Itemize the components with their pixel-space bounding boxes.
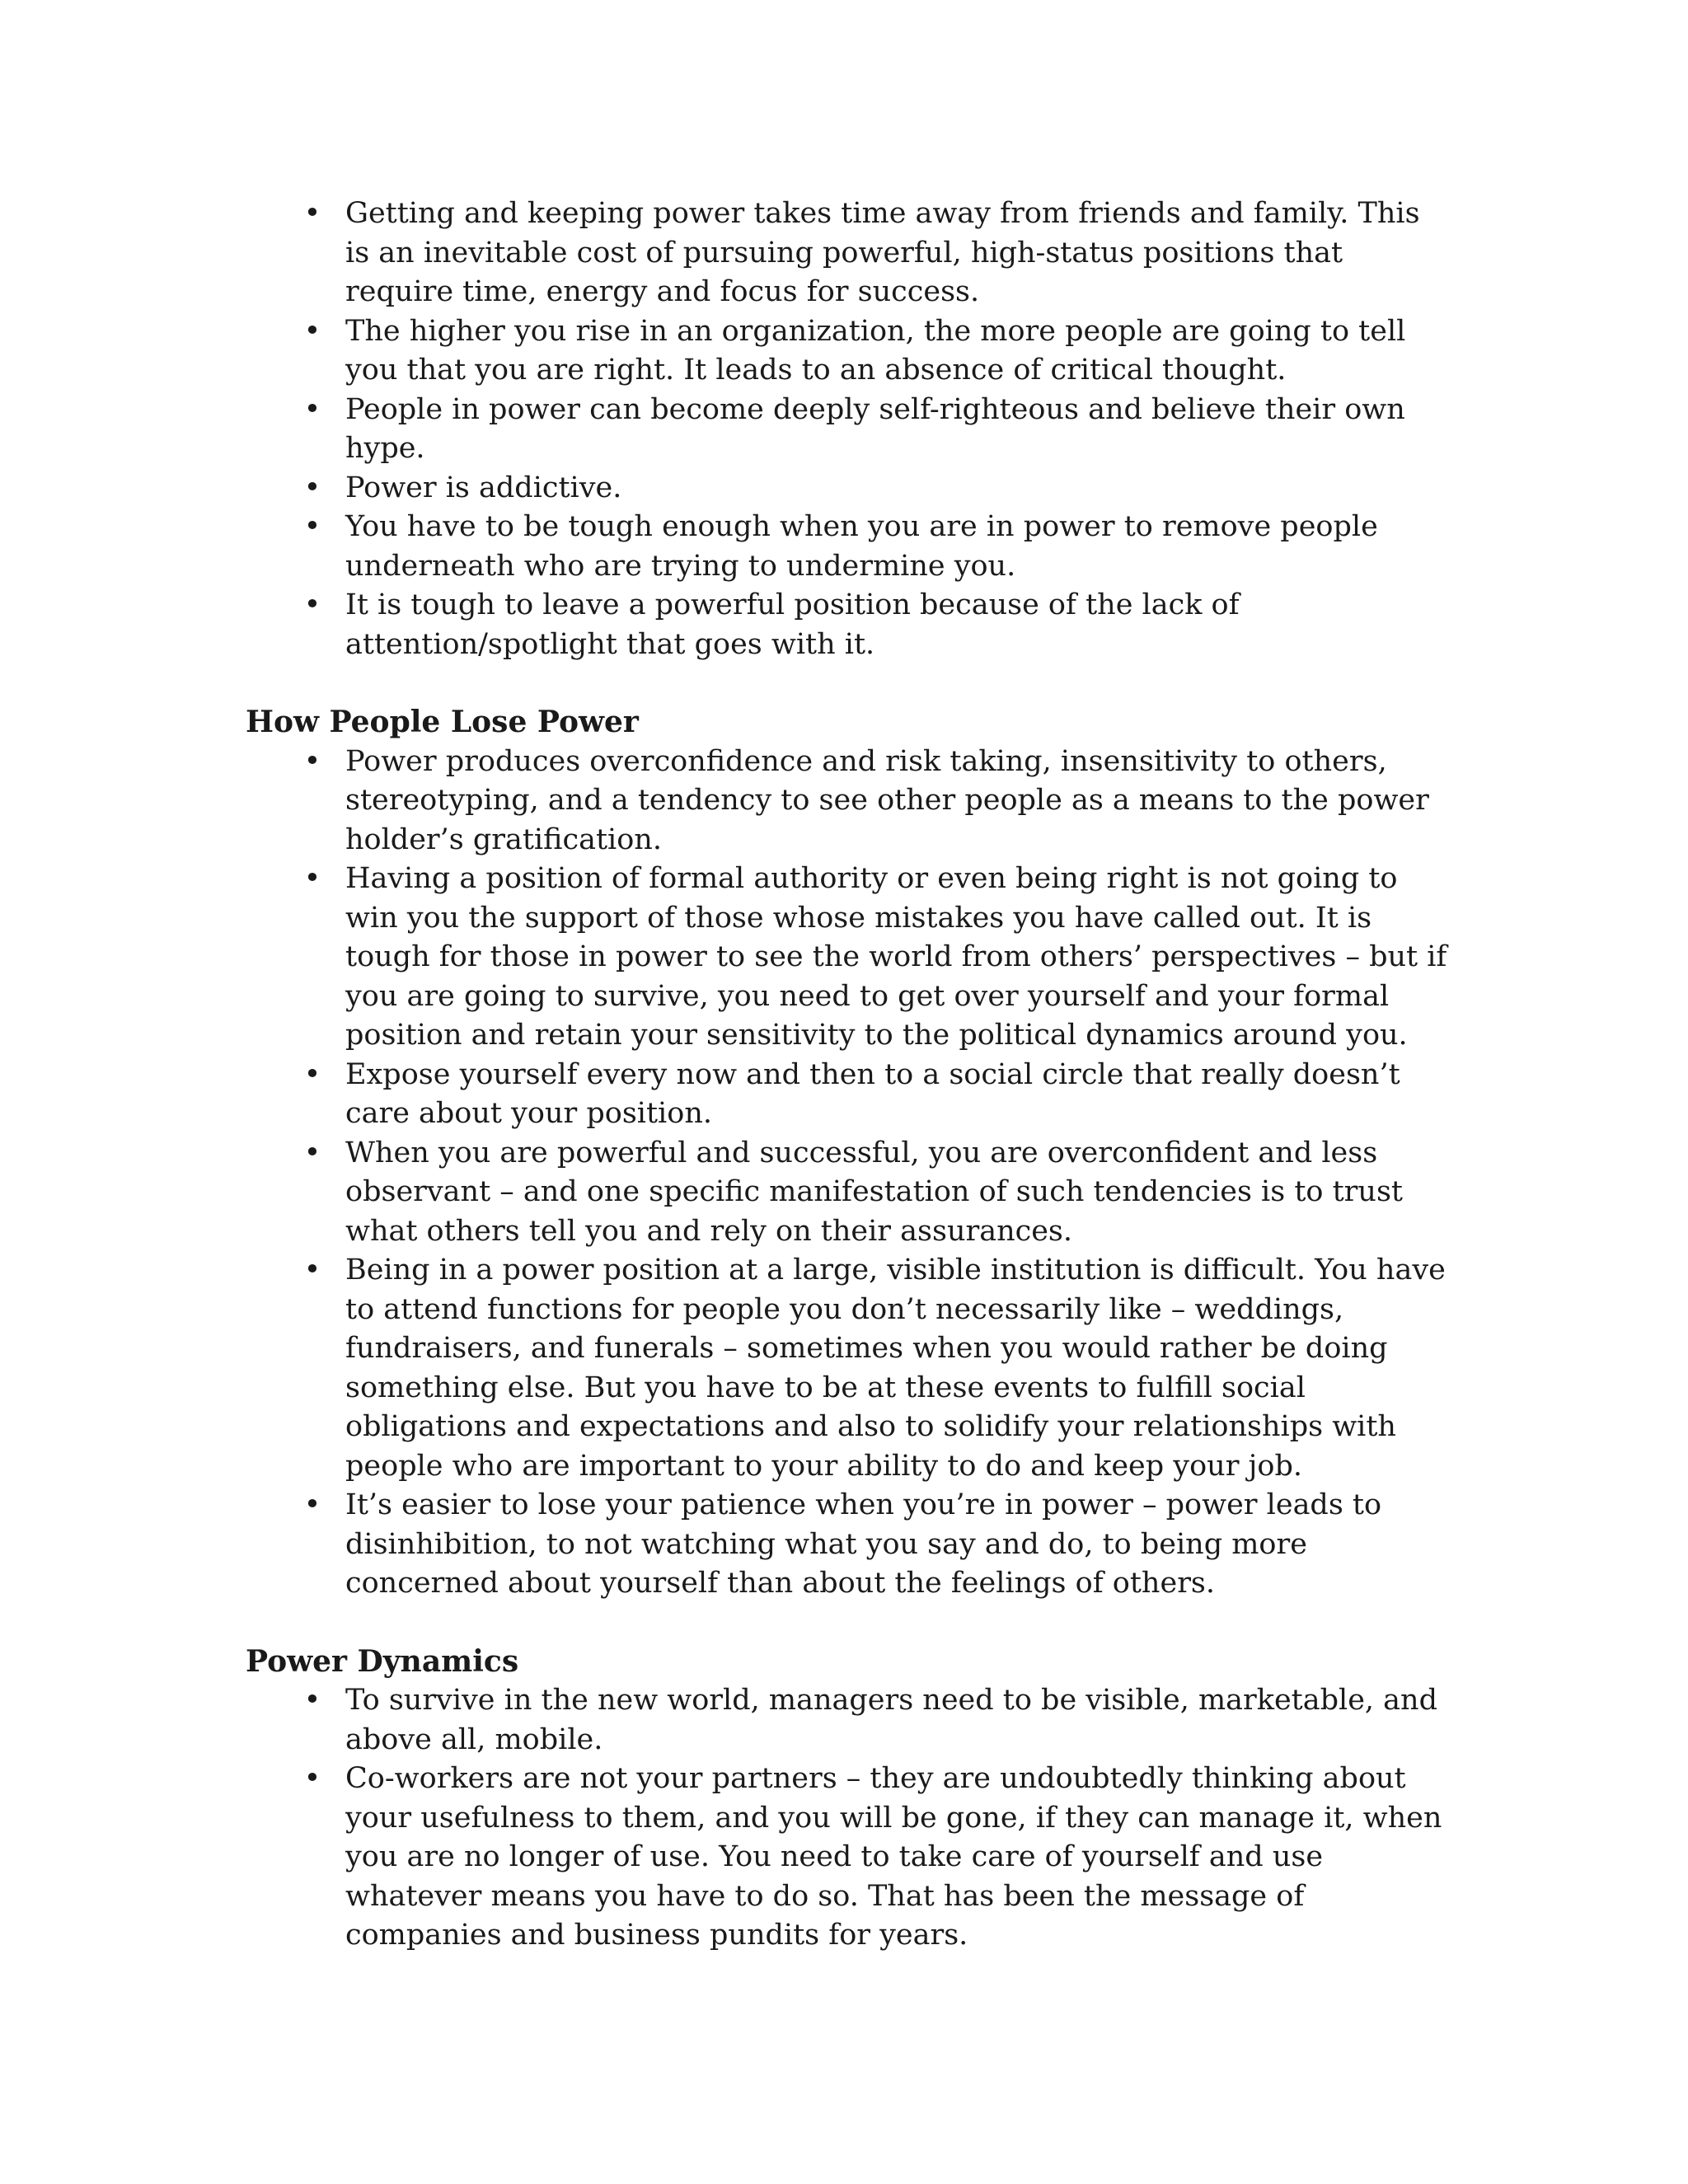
list-item	[246, 469, 1449, 509]
list-item	[246, 1760, 1449, 1956]
list-item	[246, 1056, 1449, 1134]
section-heading: Power Dynamics	[246, 1643, 519, 1679]
list-item	[246, 391, 1449, 469]
list-item-text: You have to be tough enough when you are in power to remove people underneath who are trying to undermine you.	[345, 510, 1378, 583]
list-item	[246, 1251, 1449, 1486]
list-item-text: The higher you rise in an organization, the more people are going to tell you that you are right. It leads to an absence of critical thought.	[345, 314, 1406, 387]
list-item-text: Having a position of formal authority or even being right is not going to win you the support of those whose mistakes you have called out. It is tough for those in power to see the world from others’ perspectives – but if you are going to survive, you need to get over yourself and your formal position and retain your sensitivity to the political dynamics around you.	[345, 862, 1447, 1052]
list-item	[246, 860, 1449, 1056]
section-how-people-lose-power	[246, 703, 1449, 1604]
list-item	[246, 743, 1449, 860]
list-item	[246, 312, 1449, 391]
list-item	[246, 1134, 1449, 1252]
bullet-icon: •	[303, 1488, 321, 1521]
list-item	[246, 1486, 1449, 1604]
bullet-icon: •	[303, 197, 321, 230]
bullet-icon: •	[303, 1762, 321, 1795]
list-item-text: People in power can become deeply self-righteous and believe their own hype.	[345, 392, 1405, 465]
list-item-text: Getting and keeping power takes time away from friends and family. This is an inevitable cost of pursuing powerful, high-status positions that require time, energy and focus for success.	[345, 197, 1420, 308]
bullet-icon: •	[303, 510, 321, 543]
section-power-costs	[246, 194, 1449, 664]
list-item	[246, 508, 1449, 586]
bullet-icon: •	[303, 392, 321, 426]
bullet-icon: •	[303, 1254, 321, 1286]
bullet-icon: •	[303, 744, 321, 778]
bullet-list	[246, 194, 1449, 664]
list-item-text: Power produces overconfidence and risk taking, insensitivity to others, stereotyping, and a tendency to see other people as a means to the power holder’s gratification.	[345, 744, 1429, 856]
bullet-icon: •	[303, 1684, 321, 1717]
bullet-icon: •	[303, 1057, 321, 1091]
section-power-dynamics	[246, 1643, 1449, 1956]
bullet-list	[246, 1681, 1449, 1956]
document-body	[246, 194, 1449, 1956]
list-item	[246, 1681, 1449, 1760]
list-item	[246, 194, 1449, 312]
section-heading: How People Lose Power	[246, 705, 639, 739]
bullet-icon: •	[303, 1136, 321, 1169]
bullet-list	[246, 743, 1449, 1604]
bullet-icon: •	[303, 471, 321, 504]
bullet-icon: •	[303, 588, 321, 621]
list-item-text: When you are powerful and successful, you are overconfident and less observant – and one specific manifestation of such tendencies is to trust what others tell you and rely on their assurances.	[345, 1136, 1403, 1248]
list-item-text: It is tough to leave a powerful position because of the lack of attention/spotlight that goes with it.	[345, 588, 1240, 661]
list-item	[246, 586, 1449, 664]
bullet-icon: •	[303, 862, 321, 895]
list-item-text: Power is addictive.	[345, 471, 622, 504]
list-item-text: To survive in the new world, managers need to be visible, marketable, and above all, mobile.	[345, 1684, 1437, 1756]
bullet-icon: •	[303, 314, 321, 348]
list-item-text: Expose yourself every now and then to a social circle that really doesn’t care about your position.	[345, 1057, 1400, 1130]
list-item-text: Being in a power position at a large, visible institution is difficult. You have to attend functions for people you don’t necessarily like – weddings, fundraisers, and funerals – sometimes when you would rather be doing something else. But you have to be at these events to fulfill social obligations and expectations and also to solidify your relationships with people who are important to your ability to do and keep your job.	[345, 1254, 1446, 1483]
list-item-text: Co-workers are not your partners – they are undoubtedly thinking about your usefulness to them, and you will be gone, if they can manage it, when you are no longer of use. You need to take care of yourself and use whatever means you have to do so. That has been the message of companies and business pundits for years.	[345, 1762, 1442, 1952]
list-item-text: It’s easier to lose your patience when you’re in power – power leads to disinhibition, to not watching what you say and do, to being more concerned about yourself than about the feelings of others.	[345, 1488, 1382, 1600]
